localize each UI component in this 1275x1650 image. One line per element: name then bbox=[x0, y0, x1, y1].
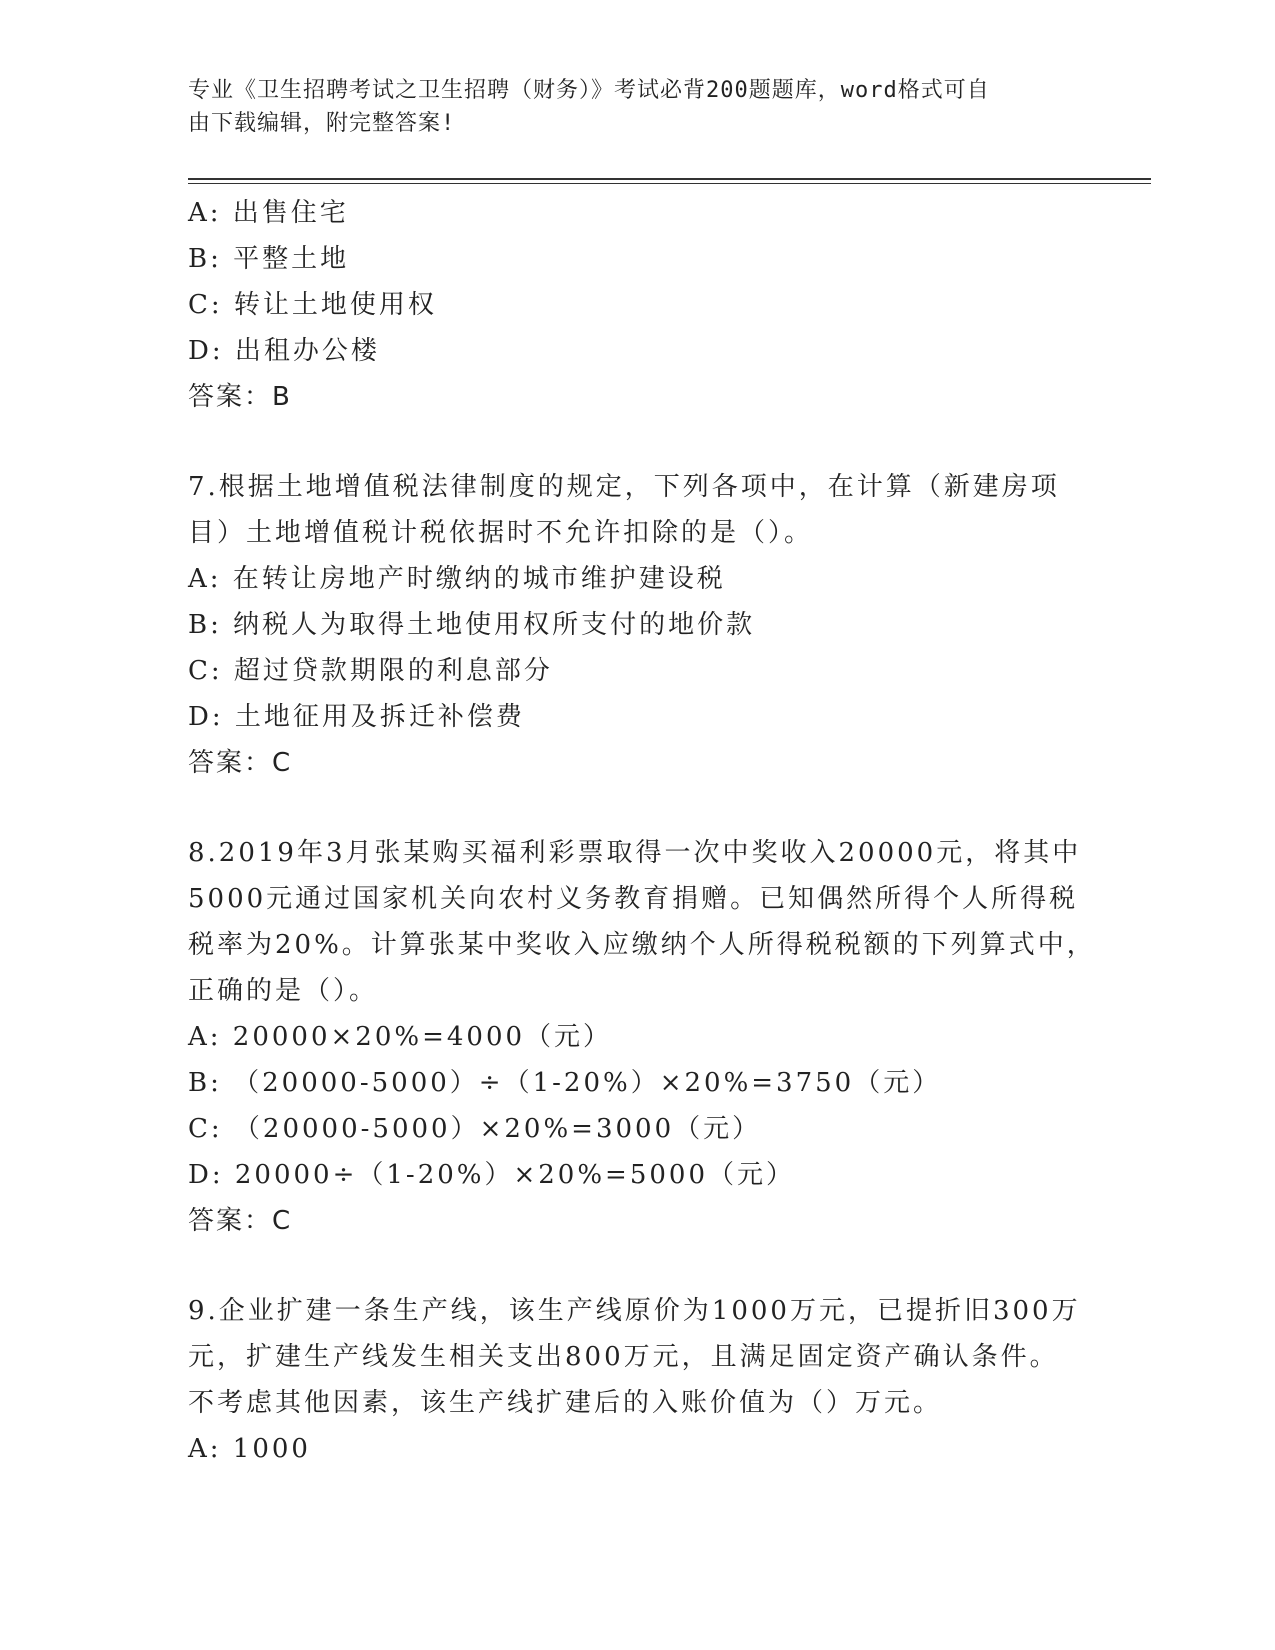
spacer bbox=[188, 786, 1088, 830]
question-content bbox=[188, 190, 1096, 1472]
question-6-block bbox=[188, 190, 1088, 420]
option-c: C: （20000-5000）×20%=3000（元） bbox=[188, 1114, 762, 1144]
option-a: A: 1000 bbox=[188, 1434, 311, 1464]
question-stem-line: 7.根据土地增值税法律制度的规定，下列各项中，在计算（新建房项 bbox=[188, 472, 1060, 502]
header-divider-thick bbox=[188, 178, 1151, 180]
option-a: A: 在转让房地产时缴纳的城市维护建设税 bbox=[188, 564, 726, 594]
question-stem-line: 9.企业扩建一条生产线，该生产线原价为1000万元，已提折旧300万 bbox=[188, 1296, 1081, 1326]
answer-line: 答案：C bbox=[188, 1206, 293, 1236]
spacer bbox=[188, 420, 1088, 464]
spacer bbox=[188, 1244, 1088, 1288]
question-9-block bbox=[188, 1288, 1088, 1472]
answer-line: 答案：B bbox=[188, 382, 292, 412]
option-b: B: 平整土地 bbox=[188, 244, 350, 274]
option-b: B: 纳税人为取得土地使用权所支付的地价款 bbox=[188, 610, 756, 640]
question-stem-line: 5000元通过国家机关向农村义务教育捐赠。已知偶然所得个人所得税 bbox=[188, 884, 1079, 914]
option-c: C: 转让土地使用权 bbox=[188, 290, 437, 320]
question-stem-line: 不考虑其他因素，该生产线扩建后的入账价值为（）万元。 bbox=[188, 1388, 943, 1418]
header-divider-thin bbox=[188, 183, 1151, 184]
question-stem-line: 元，扩建生产线发生相关支出800万元，且满足固定资产确认条件。 bbox=[188, 1342, 1059, 1372]
answer-line: 答案：C bbox=[188, 748, 293, 778]
question-stem-line: 税率为20%。计算张某中奖收入应缴纳个人所得税税额的下列算式中， bbox=[188, 930, 1096, 960]
option-d: D: 土地征用及拆迁补偿费 bbox=[188, 702, 525, 732]
option-a: A: 出售住宅 bbox=[188, 198, 349, 228]
question-stem-line: 8.2019年3月张某购买福利彩票取得一次中奖收入20000元，将其中 bbox=[188, 838, 1082, 868]
header-line-2: 由下载编辑，附完整答案! bbox=[188, 111, 456, 136]
option-b: B: （20000-5000）÷（1-20%）×20%=3750（元） bbox=[188, 1068, 942, 1098]
question-stem-line: 正确的是（）。 bbox=[188, 976, 379, 1006]
question-8-block bbox=[188, 830, 1096, 1244]
option-c: C: 超过贷款期限的利息部分 bbox=[188, 656, 553, 686]
document-header bbox=[188, 74, 1068, 140]
option-d: D: 出租办公楼 bbox=[188, 336, 380, 366]
option-d: D: 20000÷（1-20%）×20%=5000（元） bbox=[188, 1160, 796, 1190]
header-line-1: 专业《卫生招聘考试之卫生招聘（财务）》考试必背200题题库，word格式可自 bbox=[188, 78, 990, 103]
option-a: A: 20000×20%=4000（元） bbox=[188, 1022, 613, 1052]
question-stem-line: 目）土地增值税计税依据时不允许扣除的是（）。 bbox=[188, 518, 814, 548]
question-7-block bbox=[188, 464, 1088, 786]
